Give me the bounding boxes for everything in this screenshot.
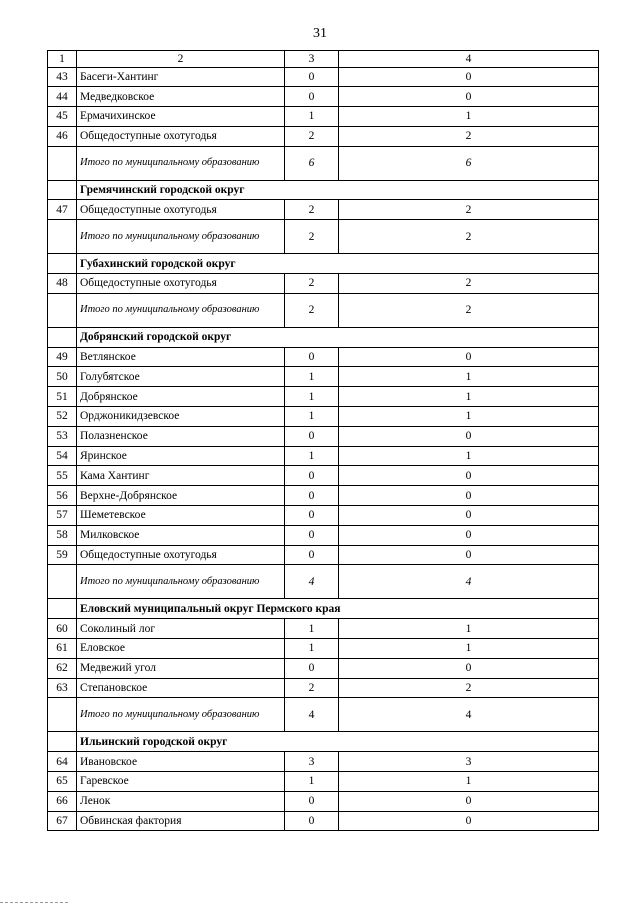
section-title: Ильинский городской округ xyxy=(77,732,599,752)
section-title: Губахинский городской округ xyxy=(77,254,599,274)
value-col3: 0 xyxy=(285,658,339,678)
subtotal-value-col4: 2 xyxy=(339,220,599,254)
header-cell-2: 2 xyxy=(77,51,285,68)
ground-name: Кама Хантинг xyxy=(77,466,285,486)
row-number: 54 xyxy=(48,446,77,466)
table-row xyxy=(48,619,599,639)
subtotal-row xyxy=(48,146,599,180)
value-col4: 2 xyxy=(339,274,599,294)
ground-name: Яринское xyxy=(77,446,285,466)
table-row xyxy=(48,407,599,427)
header-cell-1: 1 xyxy=(48,51,77,68)
subtotal-value-col3: 2 xyxy=(285,220,339,254)
value-col3: 2 xyxy=(285,274,339,294)
ground-name: Общедоступные охотугодья xyxy=(77,126,285,146)
subtotal-row xyxy=(48,565,599,599)
ground-name: Ленок xyxy=(77,791,285,811)
value-col4: 2 xyxy=(339,678,599,698)
ground-name: Еловское xyxy=(77,639,285,659)
subtotal-label: Итого по муниципальному образованию xyxy=(77,698,285,732)
subtotal-row xyxy=(48,293,599,327)
ground-name: Ветлянское xyxy=(77,347,285,367)
table-row xyxy=(48,200,599,220)
row-number: 59 xyxy=(48,545,77,565)
table-row xyxy=(48,811,599,831)
subtotal-label: Итого по муниципальному образованию xyxy=(77,293,285,327)
value-col3: 1 xyxy=(285,107,339,127)
subtotal-label: Итого по муниципальному образованию xyxy=(77,220,285,254)
subtotal-value-col4: 4 xyxy=(339,565,599,599)
section-title: Добрянский городской округ xyxy=(77,327,599,347)
subtotal-value-col4: 2 xyxy=(339,293,599,327)
value-col3: 1 xyxy=(285,367,339,387)
page-number: 31 xyxy=(313,26,327,41)
value-col4: 1 xyxy=(339,772,599,792)
value-col3: 0 xyxy=(285,347,339,367)
subtotal-value-col4: 4 xyxy=(339,698,599,732)
value-col3: 1 xyxy=(285,772,339,792)
subtotal-label: Итого по муниципальному образованию xyxy=(77,565,285,599)
row-number: 52 xyxy=(48,407,77,427)
value-col3: 1 xyxy=(285,619,339,639)
ground-name: Соколиный лог xyxy=(77,619,285,639)
value-col3: 0 xyxy=(285,486,339,506)
row-number: 65 xyxy=(48,772,77,792)
row-number: 51 xyxy=(48,387,77,407)
row-number: 43 xyxy=(48,67,77,87)
row-number: 63 xyxy=(48,678,77,698)
ground-name: Ивановское xyxy=(77,752,285,772)
row-number: 58 xyxy=(48,525,77,545)
section-row xyxy=(48,599,599,619)
ground-name: Ермачихинское xyxy=(77,107,285,127)
row-number-cell xyxy=(48,327,77,347)
table-row xyxy=(48,274,599,294)
ground-name: Степановское xyxy=(77,678,285,698)
row-number-cell xyxy=(48,698,77,732)
table-row xyxy=(48,545,599,565)
table-row xyxy=(48,639,599,659)
value-col3: 1 xyxy=(285,407,339,427)
ground-name: Гаревское xyxy=(77,772,285,792)
row-number-cell xyxy=(48,599,77,619)
row-number: 45 xyxy=(48,107,77,127)
value-col3: 0 xyxy=(285,67,339,87)
ground-name: Общедоступные охотугодья xyxy=(77,274,285,294)
row-number: 55 xyxy=(48,466,77,486)
value-col4: 1 xyxy=(339,446,599,466)
section-title: Еловский муниципальный округ Пермского края xyxy=(77,599,599,619)
row-number: 62 xyxy=(48,658,77,678)
value-col4: 1 xyxy=(339,107,599,127)
header-cell-4: 4 xyxy=(339,51,599,68)
table-row xyxy=(48,486,599,506)
value-col3: 2 xyxy=(285,200,339,220)
table-row xyxy=(48,67,599,87)
row-number-cell xyxy=(48,180,77,200)
value-col3: 2 xyxy=(285,126,339,146)
subtotal-label: Итого по муниципальному образованию xyxy=(77,146,285,180)
row-number: 67 xyxy=(48,811,77,831)
table-row xyxy=(48,107,599,127)
value-col4: 2 xyxy=(339,126,599,146)
value-col4: 1 xyxy=(339,619,599,639)
row-number: 60 xyxy=(48,619,77,639)
ground-name: Голубятское xyxy=(77,367,285,387)
value-col4: 0 xyxy=(339,545,599,565)
table-row xyxy=(48,791,599,811)
table-row xyxy=(48,525,599,545)
value-col4: 0 xyxy=(339,811,599,831)
subtotal-value-col3: 2 xyxy=(285,293,339,327)
table-row xyxy=(48,506,599,526)
section-row xyxy=(48,732,599,752)
table-row xyxy=(48,772,599,792)
footer-divider xyxy=(0,902,70,903)
header-cell-3: 3 xyxy=(285,51,339,68)
row-number: 46 xyxy=(48,126,77,146)
ground-name: Медвежий угол xyxy=(77,658,285,678)
ground-name: Басеги-Хантинг xyxy=(77,67,285,87)
ground-name: Добрянское xyxy=(77,387,285,407)
ground-name: Полазненское xyxy=(77,426,285,446)
row-number: 47 xyxy=(48,200,77,220)
ground-name: Верхне-Добрянское xyxy=(77,486,285,506)
value-col4: 0 xyxy=(339,466,599,486)
row-number: 56 xyxy=(48,486,77,506)
row-number-cell xyxy=(48,254,77,274)
value-col4: 1 xyxy=(339,407,599,427)
section-row xyxy=(48,254,599,274)
row-number-cell xyxy=(48,565,77,599)
table-row xyxy=(48,126,599,146)
subtotal-value-col4: 6 xyxy=(339,146,599,180)
table-row xyxy=(48,466,599,486)
value-col3: 0 xyxy=(285,791,339,811)
ground-name: Общедоступные охотугодья xyxy=(77,545,285,565)
row-number-cell xyxy=(48,220,77,254)
value-col3: 1 xyxy=(285,446,339,466)
ground-name: Обвинская фактория xyxy=(77,811,285,831)
subtotal-value-col3: 6 xyxy=(285,146,339,180)
value-col4: 1 xyxy=(339,639,599,659)
value-col4: 0 xyxy=(339,658,599,678)
value-col4: 0 xyxy=(339,426,599,446)
value-col4: 0 xyxy=(339,791,599,811)
value-col3: 0 xyxy=(285,466,339,486)
value-col4: 0 xyxy=(339,525,599,545)
section-row xyxy=(48,180,599,200)
table-row xyxy=(48,678,599,698)
value-col4: 0 xyxy=(339,347,599,367)
ground-name: Общедоступные охотугодья xyxy=(77,200,285,220)
table-row xyxy=(48,446,599,466)
table-row xyxy=(48,658,599,678)
row-number: 50 xyxy=(48,367,77,387)
subtotal-row xyxy=(48,698,599,732)
row-number-cell xyxy=(48,732,77,752)
row-number: 44 xyxy=(48,87,77,107)
value-col3: 0 xyxy=(285,525,339,545)
row-number: 53 xyxy=(48,426,77,446)
row-number-cell xyxy=(48,146,77,180)
hunting-grounds-table xyxy=(47,50,599,831)
table-header-row xyxy=(48,51,599,68)
table-row xyxy=(48,347,599,367)
row-number: 57 xyxy=(48,506,77,526)
ground-name: Милковское xyxy=(77,525,285,545)
value-col4: 0 xyxy=(339,87,599,107)
value-col3: 3 xyxy=(285,752,339,772)
value-col4: 0 xyxy=(339,67,599,87)
row-number: 48 xyxy=(48,274,77,294)
value-col4: 3 xyxy=(339,752,599,772)
ground-name: Орджоникидзевское xyxy=(77,407,285,427)
value-col3: 0 xyxy=(285,426,339,446)
ground-name: Медведковское xyxy=(77,87,285,107)
table-row xyxy=(48,367,599,387)
value-col4: 0 xyxy=(339,486,599,506)
value-col3: 1 xyxy=(285,387,339,407)
subtotal-value-col3: 4 xyxy=(285,698,339,732)
value-col3: 2 xyxy=(285,678,339,698)
value-col3: 0 xyxy=(285,506,339,526)
section-row xyxy=(48,327,599,347)
value-col3: 1 xyxy=(285,639,339,659)
subtotal-row xyxy=(48,220,599,254)
table-row xyxy=(48,426,599,446)
ground-name: Шеметевское xyxy=(77,506,285,526)
value-col4: 1 xyxy=(339,387,599,407)
table-row xyxy=(48,387,599,407)
value-col3: 0 xyxy=(285,545,339,565)
section-title: Гремячинский городской округ xyxy=(77,180,599,200)
row-number: 64 xyxy=(48,752,77,772)
value-col3: 0 xyxy=(285,87,339,107)
value-col4: 1 xyxy=(339,367,599,387)
value-col4: 0 xyxy=(339,506,599,526)
value-col4: 2 xyxy=(339,200,599,220)
table-row xyxy=(48,87,599,107)
row-number-cell xyxy=(48,293,77,327)
value-col3: 0 xyxy=(285,811,339,831)
row-number: 66 xyxy=(48,791,77,811)
table-row xyxy=(48,752,599,772)
row-number: 49 xyxy=(48,347,77,367)
subtotal-value-col3: 4 xyxy=(285,565,339,599)
row-number: 61 xyxy=(48,639,77,659)
